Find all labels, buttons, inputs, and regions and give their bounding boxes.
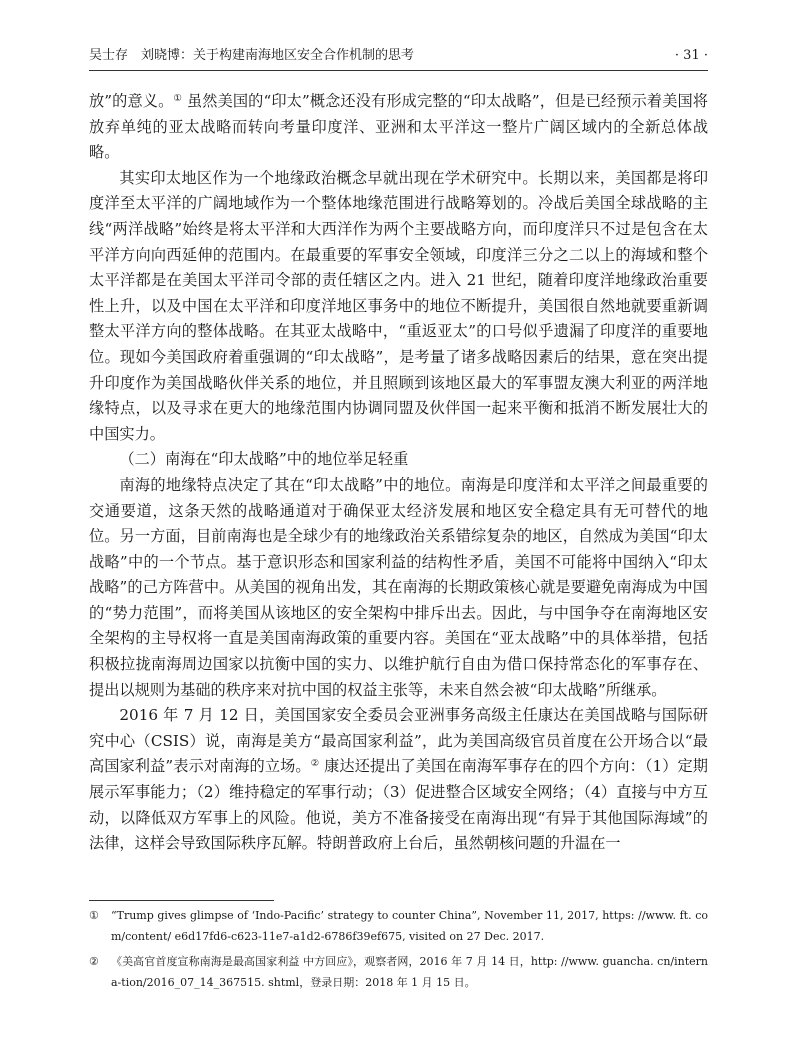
footnote-text: “Trump gives glimpse of ‘Indo-Pacific’ strategy to counter China”, November 11, 2017, https: //www. ft. com/content/ e6d17fd6-c623-11e7-a1d2-6786f39ef675, visited on 27 Dec. 2017. bbox=[111, 909, 708, 943]
paragraph-south-china-sea-position: 南海的地缘特点决定了其在“印太战略”中的地位。南海是印度洋和太平洋之间最重要的交通要道，这条天然的战略通道对于确保亚太经济发展和地区安全稳定具有无可替代的地位。另一方面，目前南海也是全球少有的地缘政治关系错综复杂的地区，自然成为美国“印太战略”中的一个节点。基于意识形态和国家利益的结构性矛盾，美国不可能将中国纳入“印太战略”的己方阵营中。从美国的视角出发，其在南海的长期政策核心就是要避免南海成为中国的“势力范围”，而将美国从该地区的安全架构中排斥出去。因此，与中国争夺在南海地区安全架构的主导权将一直是美国南海政策的重要内容。美国在“亚太战略”中的具体举措，包括积极拉拢南海周边国家以抗衡中国的实力、以维护航行自由为借口保持常态化的军事存在、提出以规则为基础的秩序来对抗中国的权益主张等，未来自然会被“印太战略”所继承。 bbox=[89, 475, 708, 699]
paragraph-indo-pacific-concept: 其实印太地区作为一个地缘政治概念早就出现在学术研究中。长期以来，美国都是将印度洋至太平洋的广阔地域作为一个整体地缘范围进行战略筹划的。冷战后美国全球战略的主线“两洋战略”始终是将太平洋和大西洋作为两个主要战略方向，而印度洋只不过是包含在太平洋方向向西延伸的范围内。在最重要的军事安全领域，印度洋三分之二以上的海域和整个太平洋都是在美国太平洋司令部的责任辖区之内。进入 21 世纪，随着印度洋地缘政治重要性上升，以及中国在太平洋和印度洋地区事务中的地位不断提升，美国很自然地就要重新调整太平洋方向的整体战略。在其亚太战略中，“重返亚太”的口号似乎遗漏了印度洋的重要地位。现如今美国政府着重强调的“印太战略”，是考量了诸多战略因素后的结果，意在突出提升印度作为美国战略伙伴关系的地位，并且照顾到该地区最大的军事盟友澳大利亚的两洋地缘特点，以及寻求在更大的地缘范围内协调同盟及伙伴国一起来平衡和抵消不断发展壮大的中国实力。 bbox=[89, 168, 708, 443]
article-body bbox=[89, 89, 708, 857]
paragraph-continuation bbox=[89, 89, 708, 166]
footnote-2 bbox=[89, 952, 708, 993]
page-number: · 31 · bbox=[674, 48, 708, 63]
paragraph-text: 康达还提出了美国在南海军事存在的四个方向：（1）定期展示军事能力；（2）维持稳定的军事行动；（3）促进整合区域安全网络；（4）直接与中方互动，以降低双方军事上的风险。他说，美方不准备接受在南海出现“有异于其他国际海域”的法律，这样会导致国际秩序瓦解。特朗普政府上台后，虽然朝核问题的升温在一 bbox=[89, 757, 708, 853]
paragraph-text: 虽然美国的“印太”概念还没有形成完整的“印太战略”，但是已经预示着美国将放弃单纯的亚太战略而转向考量印度洋、亚洲和太平洋这一整片广阔区域内的全新总体战略。 bbox=[89, 92, 708, 162]
footnote-1 bbox=[89, 906, 708, 947]
footnote-ref-2[interactable]: ② bbox=[310, 758, 320, 770]
footnote-marker: ② bbox=[89, 955, 99, 968]
paragraph-text: 2016 年 7 月 12 日，美国国家安全委员会亚洲事务高级主任康达在美国战略与国际研究中心（CSIS）说，南海是美方“最高国家利益”，此为美国高级官员首度在公开场合以“最高国家利益”表示对南海的立场。 bbox=[89, 706, 708, 776]
header-rule bbox=[89, 70, 708, 71]
section-subheading: （二）南海在“印太战略”中的地位举足轻重 bbox=[119, 450, 409, 469]
footnote-ref-1[interactable]: ① bbox=[173, 93, 183, 104]
footnotes bbox=[89, 906, 708, 998]
footnote-text: 《美高官首度宣称南海是最高国家利益 中方回应》，观察者网，2016 年 7 月 14 日，http: //www. guancha. cn/interna-tion/2016_07_14_367515. shtml，登录日期：2018 年 1 月 15 日。 bbox=[111, 955, 708, 989]
running-title: 吴士存 刘晓博：关于构建南海地区安全合作机制的思考 bbox=[89, 48, 415, 63]
running-header bbox=[89, 46, 708, 66]
paragraph-text: 放”的意义。 bbox=[89, 92, 174, 110]
footnote-rule bbox=[89, 900, 274, 901]
paragraph-2016-statement bbox=[89, 703, 708, 857]
footnote-marker: ① bbox=[89, 909, 99, 922]
